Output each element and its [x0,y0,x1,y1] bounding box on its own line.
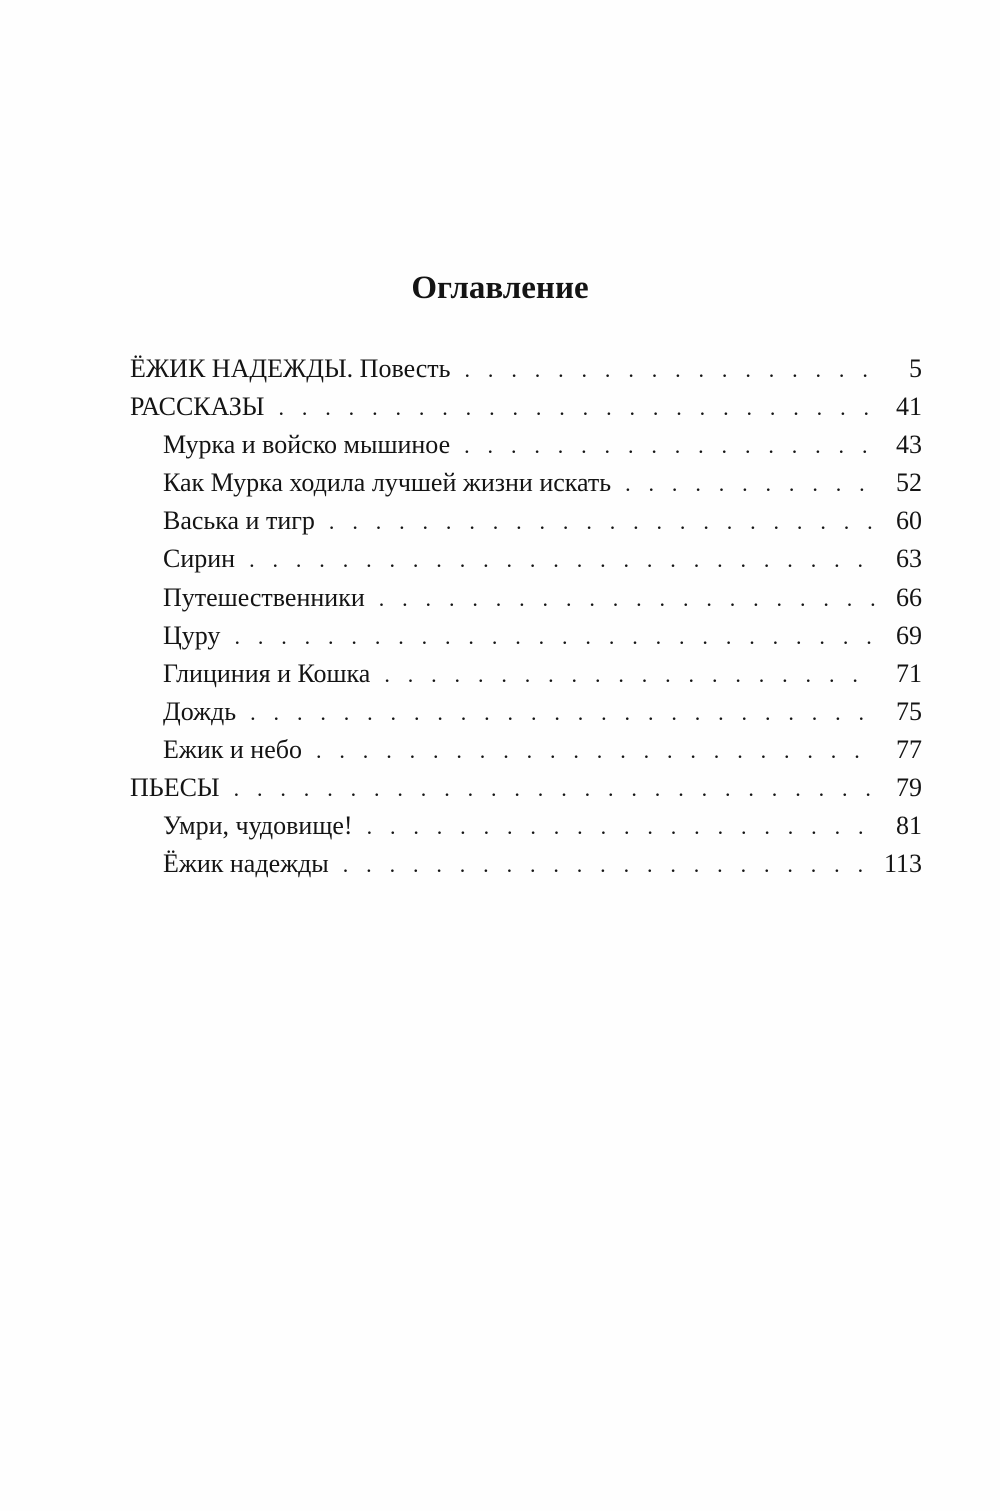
toc-entry-title: Сирин [163,544,236,574]
toc-entry-title: Ёжик надежды [163,849,329,879]
dot-leader [329,503,876,541]
dot-leader [465,351,876,389]
dot-leader [316,732,876,770]
dot-leader [464,427,876,465]
toc-entry [130,540,922,578]
toc-entry [130,464,922,502]
toc-entry [130,617,922,655]
toc-entry-title: Ежик и небо [163,734,302,764]
toc-entry-title: Путешественники [163,582,365,612]
page-title: Оглавление [411,270,589,306]
toc-entry [130,426,922,464]
dot-leader [384,656,876,694]
dot-leader [367,808,876,846]
toc-entry [130,845,922,883]
dot-leader [343,846,870,884]
dot-leader [379,580,876,618]
toc-entry-page: 79 [896,773,922,803]
dot-leader [250,694,876,732]
toc-entry-title: Умри, чудовище! [163,811,353,841]
table-of-contents [130,350,922,883]
toc-entry-title: РАССКАЗЫ [130,392,265,422]
toc-entry [130,731,922,769]
toc-entry-page: 63 [896,544,922,574]
toc-entry-page: 43 [896,430,922,460]
toc-entry-page: 60 [896,506,922,536]
toc-entry-page: 81 [896,811,922,841]
dot-leader [278,389,876,427]
toc-entry-title: ПЬЕСЫ [130,773,220,803]
toc-entry-page: 41 [896,392,922,422]
toc-entry-title: Цуру [163,620,221,650]
toc-entry-title: Глициния и Кошка [163,658,371,688]
toc-entry-title: ЁЖИК НАДЕЖДЫ. Повесть [130,354,451,383]
dot-leader [234,770,876,808]
toc-entry-title: Как Мурка ходила лучшей жизни искать [163,468,612,498]
toc-entry [130,693,922,731]
toc-entry-title: Мурка и войско мышиное [163,430,451,460]
toc-entry-page: 75 [896,696,922,726]
toc-entry-page: 113 [883,849,922,879]
toc-entry [130,502,922,540]
toc-entry [130,655,922,693]
toc-entry-title: Васька и тигр [163,506,315,536]
toc-entry [130,807,922,845]
toc-entry-page: 77 [896,734,922,764]
toc-entry [130,350,922,388]
toc-entry-page: 52 [896,468,922,498]
toc-entry [130,579,922,617]
toc-entry [130,769,922,807]
toc-entry-page: 66 [896,582,922,612]
toc-entry-page: 71 [896,658,922,688]
toc-entry-title: Дождь [163,696,237,726]
dot-leader [249,541,876,579]
dot-leader [625,465,876,503]
toc-entry [130,388,922,426]
toc-entry-page: 69 [896,620,922,650]
toc-entry-page: 5 [909,354,922,383]
dot-leader [234,618,876,656]
